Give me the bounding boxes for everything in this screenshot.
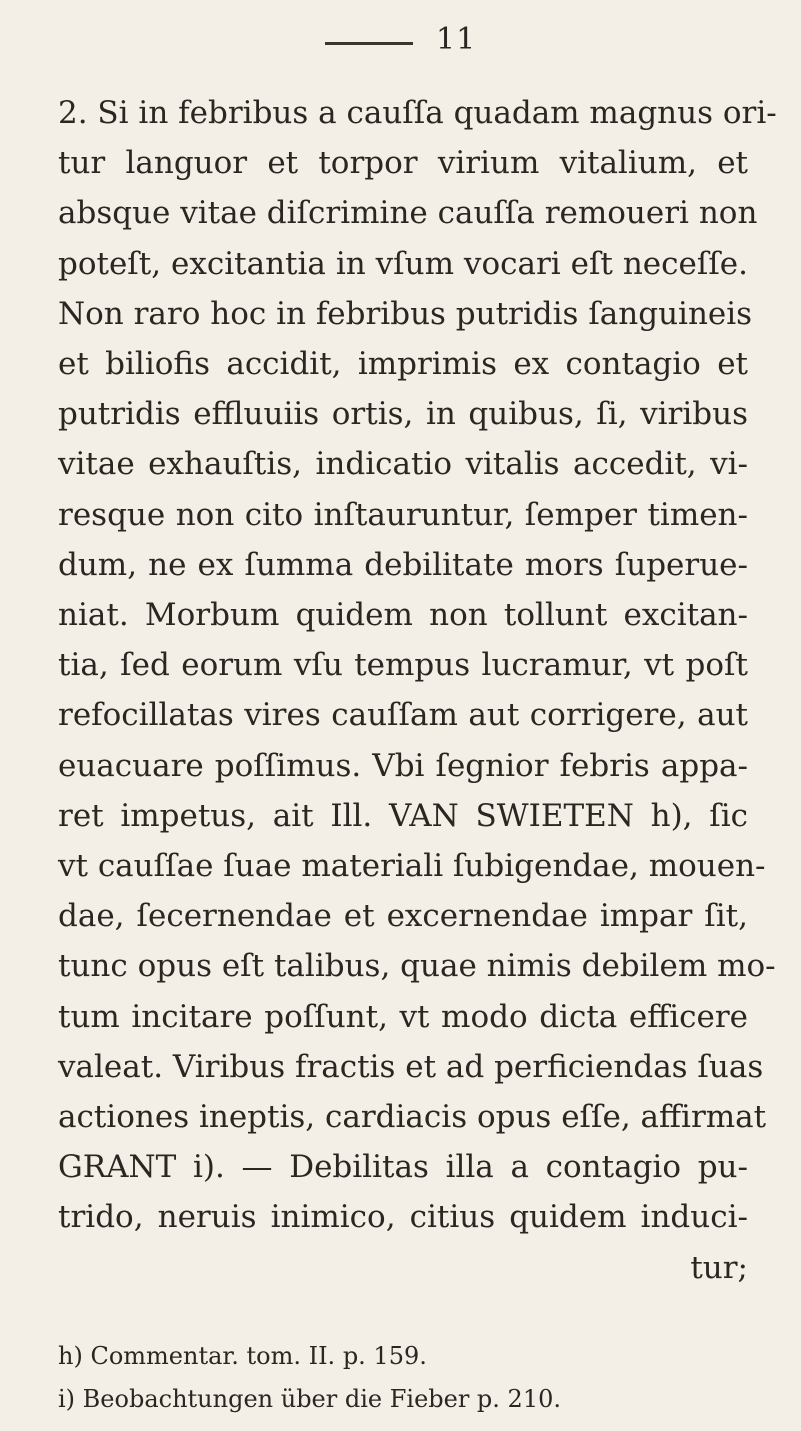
text-line: tur languor et torpor virium vitalium, et (58, 145, 748, 182)
text-line: tia, ſed eorum vſu tempus lucramur, vt poſt (58, 647, 748, 684)
text-line: GRANT i). — Debilitas illa a contagio pu- (58, 1149, 748, 1186)
text-line: putridis effluuiis ortis, in quibus, ſi, viribus (58, 396, 748, 433)
text-line: dum, ne ex ſumma debilitate mors ſuperue- (58, 546, 748, 583)
footnote-h: h) Commentar. tom. II. p. 159. (58, 1342, 427, 1370)
page-number: 11 (436, 22, 477, 57)
text-line: Non raro hoc in febribus putridis ſanguineis (58, 295, 753, 332)
footnote-i: i) Beobachtungen über die Fieber p. 210. (58, 1385, 561, 1413)
text-line: 2. Si in febribus a cauſſa quadam magnus ori- (58, 95, 777, 131)
text-line: poteſt, excitantia in vſum vocari eſt neceſſe. (58, 245, 748, 282)
text-line: euacuare poſſimus. Vbi ſegnior febris appa- (58, 747, 748, 784)
text-line: et biliofis accidit, imprimis ex contagio et (58, 346, 748, 383)
text-line: trido, neruis inimico, citius quidem induci- (58, 1199, 748, 1236)
text-line: absque vitae diſcrimine cauſſa remoueri non (58, 195, 758, 232)
text-line: niat. Morbum quidem non tollunt excitan- (58, 597, 748, 634)
text-line: valeat. Viribus fractis et ad perficiendas ſuas (58, 1048, 764, 1085)
text-line: tunc opus eſt talibus, quae nimis debilem mo- (58, 948, 776, 985)
text-line: tur; (690, 1249, 748, 1286)
text-line: tum incitare poſſunt, vt modo dicta efficere (58, 998, 748, 1035)
text-line: vt cauſſae ſuae materiali ſubigendae, mouen- (58, 848, 766, 885)
text-line: actiones ineptis, cardiacis opus eſſe, affirmat (58, 1099, 767, 1136)
text-line: ret impetus, ait Ill. VAN SWIETEN h), ſic (58, 797, 748, 834)
text-line: dae, ſecernendae et excernendae impar ſit, (58, 898, 748, 935)
main-text (58, 88, 777, 1293)
text-line: vitae exhauſtis, indicatio vitalis accedit, vi- (58, 446, 748, 483)
header-rule (325, 42, 413, 45)
text-line: resque non cito inſtauruntur, ſemper timen- (58, 496, 748, 533)
text-line: refocillatas vires cauſſam aut corrigere, aut (58, 697, 748, 734)
